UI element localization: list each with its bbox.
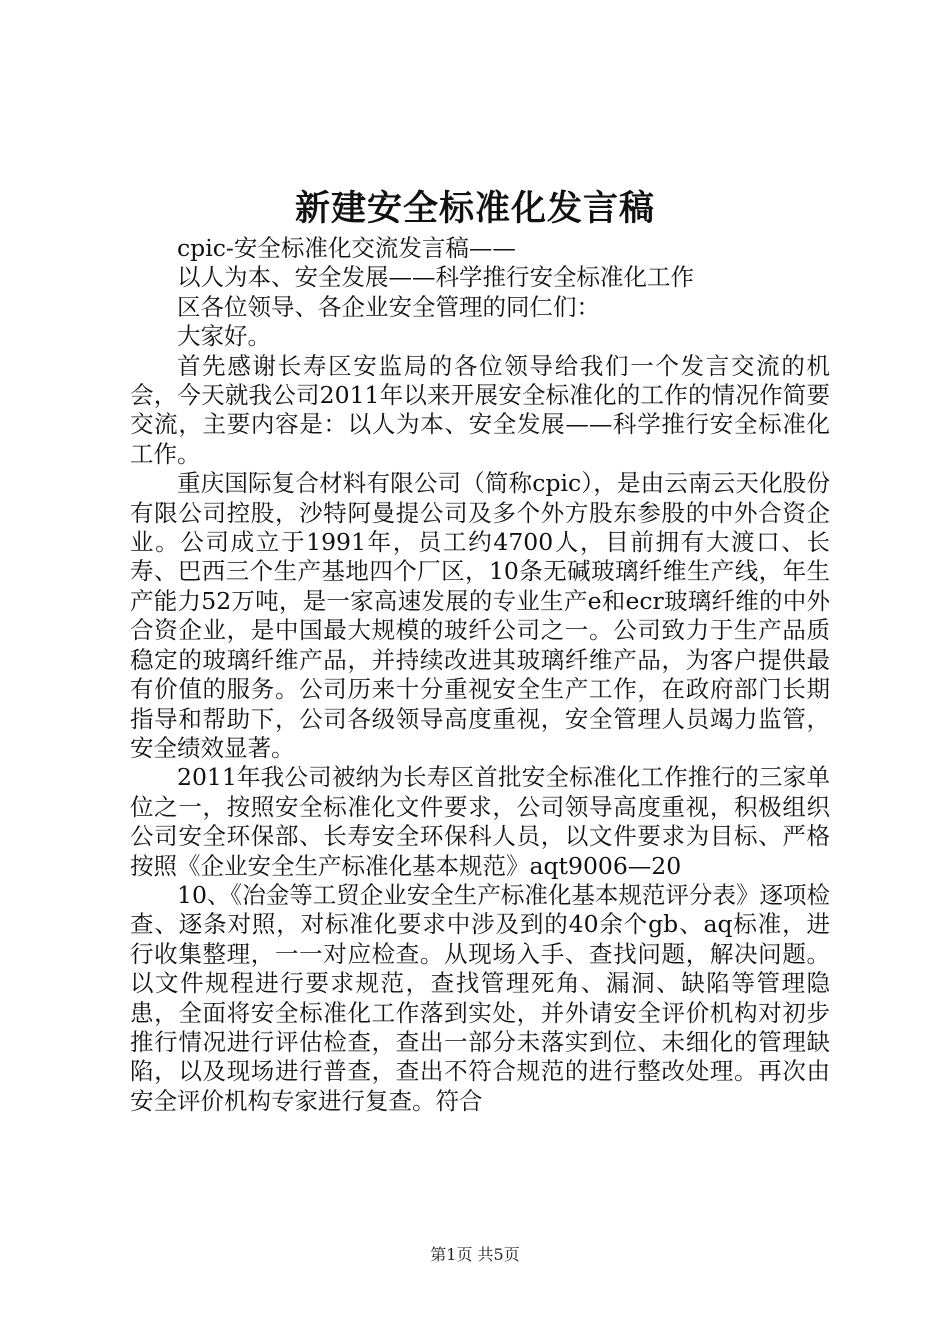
document-title: 新建安全标准化发言稿: [294, 188, 655, 229]
body-paragraph: 大家好。: [177, 322, 271, 351]
body-paragraph: 以人为本、安全发展——科学推行安全标准化工作: [177, 263, 694, 292]
body-paragraph: 首先感谢长寿区安监局的各位领导给我们一个发言交流的机会，今天就我公司2011年以来开展安全标准化的工作的情况作简要交流，主要内容是：以人为本、安全发展——科学推行安全标准化工作。: [130, 351, 830, 468]
page-footer: 第1页 共5页: [430, 1245, 520, 1264]
body-paragraph: cpic-安全标准化交流发言稿——: [177, 234, 516, 262]
body-paragraph: 2011年我公司被纳为长寿区首批安全标准化工作推行的三家单位之一，按照安全标准化文件要求，公司领导高度重视，积极组织公司安全环保部、长寿安全环保科人员，以文件要求为目标、严格按照《企业安全生产标准化基本规范》aqt9006—20: [130, 763, 830, 880]
body-paragraph: 10、《冶金等工贸企业安全生产标准化基本规范评分表》逐项检查、逐条对照，对标准化要求中涉及到的40余个gb、aq标准，进行收集整理，一一对应检查。从现场入手、查找问题，解决问题。以文件规程进行要求规范，查找管理死角、漏洞、缺陷等管理隐患，全面将安全标准化工作落到实处，并外请安全评价机构对初步推行情况进行评估检查，查出一部分未落实到位、未细化的管理缺陷，以及现场进行普查，查出不符合规范的进行整改处理。再次由安全评价机构专家进行复查。符合: [130, 880, 830, 1115]
document-body: [130, 234, 830, 1116]
body-paragraph: 区各位领导、各企业安全管理的同仁们：: [177, 292, 600, 321]
body-paragraph: 重庆国际复合材料有限公司（简称cpic），是由云南云天化股份有限公司控股，沙特阿曼提公司及多个外方股东参股的中外合资企业。公司成立于1991年，员工约4700人，目前拥有大渡口、长寿、巴西三个生产基地四个厂区，10条无碱玻璃纤维生产线，年生产能力52万吨，是一家高速发展的专业生产e和ecr玻璃纤维的中外合资企业，是中国最大规模的玻纤公司之一。公司致力于生产品质稳定的玻璃纤维产品，并持续改进其玻璃纤维产品，为客户提供最有价值的服务。公司历来十分重视安全生产工作，在政府部门长期指导和帮助下，公司各级领导高度重视，安全管理人员竭力监管，安全绩效显著。: [130, 469, 830, 762]
